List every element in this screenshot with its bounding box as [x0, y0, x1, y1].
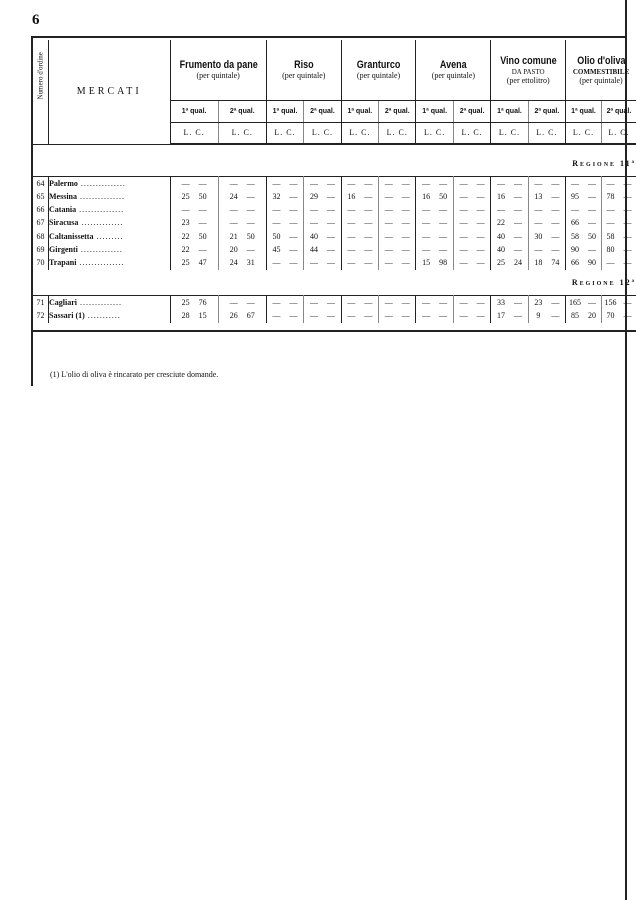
- price-cell: — —: [606, 178, 632, 188]
- market-name: [49, 203, 171, 216]
- table-body: [33, 144, 636, 331]
- lc-header: L. C.: [453, 122, 490, 144]
- price-cell: 24 —: [218, 190, 266, 203]
- price-cell: — —: [379, 309, 416, 322]
- market-label: Sassari (1): [49, 311, 85, 321]
- group-title: Avena: [439, 59, 467, 72]
- price-cell: — —: [416, 176, 453, 190]
- price-cell: 25 50: [170, 190, 218, 203]
- price-cell: — —: [379, 256, 416, 269]
- group-unit: (per quintale): [579, 75, 623, 85]
- order-number: 66: [33, 203, 49, 216]
- qual1-header: 1ª qual.: [416, 100, 453, 122]
- price-cell: — —: [341, 296, 378, 310]
- market-name: [49, 296, 171, 310]
- group-header-granturco: [341, 40, 416, 100]
- price-cell: 23 —: [528, 296, 565, 310]
- table-row: [33, 230, 636, 243]
- spacer-row: [33, 144, 636, 156]
- price-cell: 20 —: [218, 243, 266, 256]
- price-cell: — —: [266, 309, 303, 322]
- leader-dots: ..............: [78, 218, 124, 228]
- price-cell: — —: [379, 216, 416, 229]
- price-cell: 29 —: [304, 190, 341, 203]
- price-cell: — —: [379, 243, 416, 256]
- leader-dots: ..............: [77, 244, 123, 254]
- group-unit: (per quintale): [431, 71, 476, 81]
- group-extra: DA PASTO: [511, 67, 545, 76]
- price-cell: 78 —: [606, 191, 632, 201]
- price-cell: — —: [566, 176, 602, 190]
- price-cell: 16 50: [416, 190, 453, 203]
- price-cell: — —: [304, 216, 341, 229]
- order-number: 71: [33, 296, 49, 310]
- group-header-riso: [266, 40, 341, 100]
- leader-dots: ...............: [77, 191, 125, 201]
- price-cell: — —: [266, 296, 303, 310]
- price-cell: 25 24: [491, 256, 528, 269]
- lc-header: L. C.: [341, 122, 378, 144]
- price-cell: 156 —: [604, 298, 632, 308]
- price-cell: — —: [528, 203, 565, 216]
- price-cell: — —: [453, 243, 490, 256]
- price-cell: 25 76: [170, 296, 218, 310]
- price-cell: — —: [266, 176, 303, 190]
- qual2-header: 2ª qual.: [218, 100, 266, 122]
- order-number: 72: [33, 309, 49, 322]
- market-label: Messina: [49, 191, 77, 201]
- qual1-header: 1ª qual.: [266, 100, 303, 122]
- price-cell: 21 50: [218, 230, 266, 243]
- price-cell: — —: [606, 218, 632, 228]
- lc-header: L. C.: [266, 122, 303, 144]
- region-label: Regione 11ª: [572, 158, 636, 168]
- price-cell: — —: [528, 243, 565, 256]
- price-cell: — —: [606, 205, 632, 215]
- price-cell: 40 —: [491, 230, 528, 243]
- group-title: Granturco: [356, 59, 401, 72]
- price-cell: — —: [341, 176, 378, 190]
- price-cell: — —: [606, 258, 632, 268]
- price-cell: 165 —: [566, 296, 602, 310]
- price-cell: — —: [528, 176, 565, 190]
- market-label: Cagliari: [49, 298, 77, 308]
- region-label: Regione 12ª: [571, 278, 636, 288]
- qual2-header: 2ª qual.: [379, 100, 416, 122]
- market-name: [49, 309, 171, 322]
- price-cell: — —: [453, 230, 490, 243]
- table-row: [33, 309, 636, 322]
- price-cell: — —: [218, 216, 266, 229]
- lc-header: L. C.: [304, 122, 341, 144]
- price-cell: 66 90: [566, 256, 602, 269]
- qual2-header: 2ª qual.: [453, 100, 490, 122]
- leader-dots: ..............: [77, 298, 122, 308]
- market-name: [49, 176, 171, 190]
- order-number: 64: [33, 176, 49, 190]
- market-name: [49, 190, 171, 203]
- price-cell: — —: [379, 230, 416, 243]
- price-cell: 95 —: [566, 190, 602, 203]
- table-row: [33, 176, 636, 190]
- price-cell: 13 —: [528, 190, 565, 203]
- price-cell: 22 50: [170, 230, 218, 243]
- order-number: 68: [33, 230, 49, 243]
- table-top-rule: [31, 36, 627, 38]
- price-cell: — —: [170, 203, 218, 216]
- price-cell: 9 —: [528, 309, 565, 322]
- table-bottom-rule: [33, 323, 636, 331]
- lc-header: L. C.: [218, 122, 266, 144]
- price-cell: 22 —: [491, 216, 528, 229]
- market-name: [49, 256, 171, 269]
- price-cell: — —: [416, 243, 453, 256]
- group-extra: COMMESTIBILE: [572, 67, 630, 76]
- order-label: Numero d'ordine: [36, 51, 45, 100]
- market-prices-table: [33, 40, 636, 332]
- group-unit: (per quintale): [282, 71, 326, 81]
- price-cell: 26 67: [218, 309, 266, 322]
- price-cell: 85 20: [566, 309, 602, 322]
- market-label: Trapani: [49, 258, 77, 268]
- price-cell: 40 —: [304, 230, 341, 243]
- price-cell: 22 —: [170, 243, 218, 256]
- table-row: [33, 216, 636, 229]
- order-number: 67: [33, 216, 49, 229]
- price-cell: — —: [304, 309, 341, 322]
- price-cell: — —: [453, 256, 490, 269]
- price-cell: — —: [266, 216, 303, 229]
- page-number: 6: [32, 12, 40, 28]
- markets-header: MERCATI: [49, 40, 171, 144]
- price-cell: — —: [416, 296, 453, 310]
- price-cell: — —: [266, 203, 303, 216]
- price-cell: 16 —: [491, 190, 528, 203]
- price-cell: — —: [416, 230, 453, 243]
- group-title: Vino comune: [499, 54, 557, 67]
- price-cell: — —: [416, 203, 453, 216]
- table-row: [33, 296, 636, 310]
- group-header-frumento: [170, 40, 266, 100]
- price-cell: — —: [453, 203, 490, 216]
- group-unit: (per ettolitro): [506, 75, 550, 85]
- market-name: [49, 230, 171, 243]
- leader-dots: .........: [93, 231, 124, 241]
- price-cell: — —: [266, 256, 303, 269]
- price-cell: — —: [528, 216, 565, 229]
- order-number: 70: [33, 256, 49, 269]
- qual1-header: 1ª qual.: [341, 100, 378, 122]
- price-cell: 28 15: [170, 309, 218, 322]
- price-cell: — —: [304, 203, 341, 216]
- price-cell: — —: [341, 256, 378, 269]
- lc-header: L. C.: [416, 122, 453, 144]
- price-cell: 80 —: [606, 244, 632, 254]
- lc-header: L. C.: [379, 122, 416, 144]
- price-cell: — —: [453, 296, 490, 310]
- group-header-avena: [416, 40, 491, 100]
- market-label: Catania: [49, 205, 77, 215]
- price-cell: — —: [416, 216, 453, 229]
- market-label: Palermo: [49, 178, 78, 188]
- price-cell: 45 —: [266, 243, 303, 256]
- qual2-header: 2ª qual.: [304, 100, 341, 122]
- order-number: 65: [33, 190, 49, 203]
- price-cell: — —: [341, 230, 378, 243]
- price-cell: — —: [453, 216, 490, 229]
- price-cell: 16 —: [341, 190, 378, 203]
- group-title: Riso: [293, 59, 314, 72]
- price-cell: — —: [218, 296, 266, 310]
- leader-dots: ...............: [76, 258, 125, 268]
- qual1-header: 1ª qual.: [491, 100, 528, 122]
- price-cell: 17 —: [491, 309, 528, 322]
- price-cell: 50 —: [266, 230, 303, 243]
- table-row: [33, 203, 636, 216]
- lc-header: L. C.: [566, 122, 602, 144]
- price-cell: — —: [304, 256, 341, 269]
- region-row: [33, 156, 636, 170]
- price-cell: — —: [491, 176, 528, 190]
- price-cell: 33 —: [491, 296, 528, 310]
- market-name: [49, 243, 171, 256]
- price-cell: 24 31: [218, 256, 266, 269]
- price-cell: — —: [218, 176, 266, 190]
- lc-header: L. C.: [170, 122, 218, 144]
- price-cell: 40 —: [491, 243, 528, 256]
- lc-header: L. C.: [601, 122, 636, 144]
- price-cell: 58 50: [566, 230, 602, 243]
- leader-dots: ...............: [77, 178, 126, 188]
- qual2-header: 2ª qual.: [528, 100, 565, 122]
- group-title: Olio d'oliva: [576, 54, 626, 67]
- price-cell: — —: [341, 216, 378, 229]
- price-cell: — —: [453, 190, 490, 203]
- price-cell: — —: [379, 203, 416, 216]
- price-cell: 90 —: [566, 243, 602, 256]
- price-cell: — —: [566, 203, 602, 216]
- market-label: Siracusa: [49, 218, 79, 228]
- price-cell: 30 —: [528, 230, 565, 243]
- price-cell: — —: [379, 190, 416, 203]
- order-number: 69: [33, 243, 49, 256]
- table-row: [33, 256, 636, 269]
- market-name: [49, 216, 171, 229]
- region-row: [33, 276, 636, 290]
- price-cell: 66 —: [566, 216, 602, 229]
- market-label: Girgenti: [49, 244, 78, 254]
- price-cell: — —: [416, 309, 453, 322]
- price-cell: — —: [304, 296, 341, 310]
- price-cell: 25 47: [170, 256, 218, 269]
- price-cell: 32 —: [266, 190, 303, 203]
- price-cell: 23 —: [170, 216, 218, 229]
- group-unit: (per quintale): [196, 71, 240, 81]
- lc-header: L. C.: [528, 122, 565, 144]
- price-cell: 58 —: [606, 231, 632, 241]
- leader-dots: ...............: [76, 205, 125, 215]
- price-cell: — —: [218, 203, 266, 216]
- order-header: [33, 40, 49, 144]
- price-cell: — —: [453, 309, 490, 322]
- price-cell: — —: [379, 176, 416, 190]
- price-cell: — —: [341, 243, 378, 256]
- leader-dots: ...........: [84, 311, 121, 321]
- price-cell: 70 —: [606, 311, 632, 321]
- price-cell: 18 74: [528, 256, 565, 269]
- table-row: [33, 190, 636, 203]
- lc-header: L. C.: [491, 122, 528, 144]
- price-cell: — —: [453, 176, 490, 190]
- price-cell: — —: [341, 309, 378, 322]
- price-cell: — —: [341, 203, 378, 216]
- group-header-vino: [491, 40, 566, 100]
- price-cell: 44 —: [304, 243, 341, 256]
- qual1-header: 1ª qual.: [566, 100, 602, 122]
- price-cell: — —: [170, 176, 218, 190]
- price-cell: — —: [491, 203, 528, 216]
- footnote: (1) L'olio di oliva è rincarato per cresciute domande.: [50, 370, 219, 379]
- price-cell: 15 98: [416, 256, 453, 269]
- group-unit: (per quintale): [356, 71, 401, 81]
- qual1-header: 1ª qual.: [170, 100, 218, 122]
- group-title: Frumento da pane: [179, 59, 258, 72]
- table-row: [33, 243, 636, 256]
- group-header-olio: [566, 40, 636, 100]
- price-cell: — —: [379, 296, 416, 310]
- market-label: Caltanissetta: [49, 231, 94, 241]
- price-cell: — —: [304, 176, 341, 190]
- qual2-header: 2ª qual.: [601, 100, 636, 122]
